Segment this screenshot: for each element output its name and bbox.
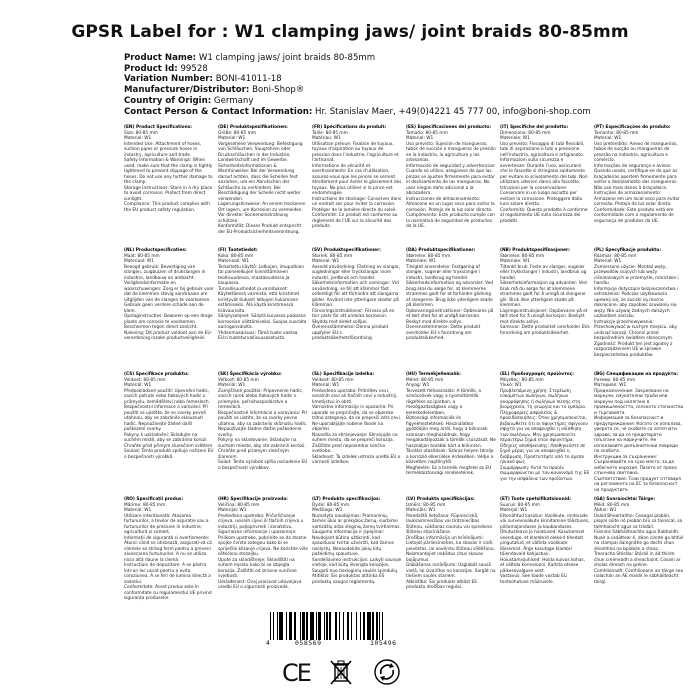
spec-cell-heading: (HR) Specifikacije proizvoda: [218, 497, 288, 502]
spec-cell-body: Veličina: 80-85 mm Materijal: W1 Predviđena upotreba: Pričvršćivanje crijeva, usisnih cijevi ili tlačnih crijeva u industriji, poljoprivredi i zanatstvu. Sigurnosne informacije i upozorenja: Prilikom upotrebe, pobrinite se da stezne spojke čvrsto zategnu kako bi se spriječilo klizanje crijeva. Ne koristite više oštećenu stezaljku. Upute za skladištenje: Skladištiti na suhom mjestu kako bi se izbjegla korozija. Zaštititi od izravne sunčeve svjetlosti. Usklađenost: Ovaj proizvod udovoljava uredbi EU o sigurnosti proizvoda. [218, 502, 308, 590]
spec-cell [406, 125, 496, 243]
spec-row-3 [124, 372, 684, 492]
spec-cell [500, 125, 590, 243]
spec-cell-body: Størrelse: 80-85 mm Materiale: W1 Tilsigtet anvendelse: Fastgøring af slanger, sugerør eller trykslanger i industri, landbrug og handel. Sikkerhedsinformation og advarsler: Ved brug skal du sørge for, at klemmerne strammes godt for at forhindre glidning af slangerne. Brug ikke yderligere skade på klemmen. Opbevaringsinstruktioner: Opbevares på et tørt sted for at undgå korrosion. Beskyt mod direkte sollys. Overensstemmelse: Dette produkt overholder EU's forordning om produktsikkerhed. [406, 253, 494, 341]
spec-cell-heading: (DA) Produktspecifikationer: [406, 248, 476, 253]
spec-cell-body: Размер: 80-85 mm Материал: W1 Предназначение: Закрепване на маркучи, смукателни тръби или маркучи под налягане в промишлеността, селското стопанство и търговията. Информация за безопасност и предупреждения: Когато се използва, уверете се, че скобите са затегнати здраво, за да се предотврати плъзгане на маркучите. Не използвайте допълнителни повреди по скобата. Инструкции за съхранение: Съхранявайте на сухо място, за да избегнете корозия. Пазете от пряка слънчева светлина. Съответствие: Този продукт отговаря на регламента на ЕС за безопасност на продуктите. [594, 377, 684, 493]
info-value: W1 clamping jaws/ joint braids 80-85mm [198, 53, 376, 63]
ce-mark-icon: CE [282, 659, 310, 687]
info-value: BONI-41011-18 [215, 74, 282, 85]
info-row [124, 64, 684, 75]
spec-cell [406, 372, 496, 492]
spec-cell [218, 372, 308, 492]
spec-cell-heading: (PT) Especificações do produto: [594, 125, 671, 130]
info-label: Country of Origin: [124, 95, 212, 106]
page-title: GPSR Label for : W1 clamping jaws/ joint braids 80-85mm [71, 22, 629, 42]
spec-cell-body: Dimensione: 80-85 mm Materiale: W1 Uso previsto: Fissaggio di tubi flessibili, tubi di aspirazione o tubi a pressione nell'industria, agricoltura e artigianato. Informazioni sulla sicurezza e avvertenze: Durante l'uso, assicurarsi che le fascette si stringano saldamente per evitare lo scivolamento dei tubi. Non utilizzare ulteriori danni alla fascetta. Istruzioni per la conservazione: Conservare in un luogo asciutto per evitare la corrosione. Proteggere dalla luce solare diretta. Conformità: Questo prodotto è conforme al regolamento UE sulla sicurezza dei prodotti. [500, 130, 588, 224]
spec-cell-body: Größe: 80-85 mm Material: W1 Vorgesehene Verwendung: Befestigung von Schläuchen, Saugrohren oder Druckschläuchen in der Industrie, Landwirtschaft und im Gewerbe. Sicherheitsinformationen & Warnhinweise: Bei der Verwendung darauf achten, dass die Schellen fest anziehen, um ein Abrutschen der Schläuche zu verhindern. Bei Beschädigung der Schelle nicht weiter verwenden. Lagerungshinweise: An einem trockenen Ort lagern, um Korrosion zu vermeiden. Vor direkter Sonneneinstrahlung schützen. Konformität: Dieses Produkt entspricht der EU-Produktsicherheitsverordnung. [218, 130, 306, 235]
spec-cell-body: Rozmiar: 80-85 mm Materiał: W1 Zamierzone użycie: Montaż węży, przewodów ssących lub węży ciśnieniowych w przemyśle, rolnictwie i handlu. Informacje dotyczące bezpieczeństwa i ostrzeżenia: Podczas użytkowania upewnij się, że zaciski są mocno dokręcone, aby zapobiec zsuwaniu się węży. Nie używaj żadnych dalszych uszkodzeń zacisku. Instrukcje przechowywania: Przechowywać w suchym miejscu, aby uniknąć korozji. Chronić przed bezpośrednim światłem słonecznym. Zgodność: Produkt ten jest zgodny z rozporządzeniem UE w sprawie bezpieczeństwa produktów. [594, 253, 679, 358]
info-label: Variation Number: [124, 74, 213, 85]
barcode-group-1: 058569 [295, 639, 322, 647]
spec-cell [594, 497, 684, 615]
spec-cell-heading: (FR) Spécifications du produit: [312, 125, 387, 130]
spec-cell-body: Suurus: 80-85 mm Materjal: W1 Ettenähtud kasutus: Voolikute, imitorude või survevoolikute kinnitamine tööstuses, põllumajanduses ja kaubanduses. Ohutusteave ja hoiatused: Kasutamisel veenduge, et klambrid oleksid tihedalt pingutatud, et vältida voolikute libisemist. Ärge kasutage klambri täiendavaid kahjustusi. Hoiustamisjuhised: Hoida kuivas kohas, et vältida korrosiooni. Kaitsta otsese päikesevalguse eest. Vastavus: See toode vastab ELi tooteohutuse määrusele. [500, 502, 590, 585]
info-label: Manufacturer/Distributor: [124, 85, 250, 96]
spec-cell-body: Velikost: 80-85 mm Material: W1 Predvidena uporaba: Pritrditev cevi, sesalnih cevi ali tlačnih cevi v industriji, kmetijstvu in obrti. Varnostne informacije in opozorila: Pri uporabi se prepričajte, da se objemke trdno zategnejo, da se prepreči zdrs cevi. Ne uporabljajte nobene škode na objemki. Navodila za shranjevanje: Shranjujte na suhem mestu, da se prepreči korozija. Zaščitite pred neposredno sončno svetlobo. Skladnost: Ta izdelek ustreza uredbi EU o varnosti izdelkov. [312, 377, 402, 465]
spec-cell [218, 248, 308, 368]
spec-cell-body: Dydis: 80-85 mm Medžiaga: W1 Numatyta naudojimas: Pramoninių, žemės ūkio ar prekybos žarnų, siurbimo vamzdžių arba slėginių žarnų tvirtinimas. Saugumo informacija ir įspėjimai: Naudojant būtina užtikrinti, kad spaustuvai tvirtai užveržti, kad žarnos neslystų. Nenaudokite jokių kitų pažeidimų spaustuve. Sandėliavimo instrukcijos: Laikyti sausoje vietoje, kad būtų išvengta korozijos. Saugoti nuo tiesioginių saulės spindulių. Atitiktis: Šis produktas atitinka ES produktų saugos reglamentą. [312, 502, 402, 585]
spec-cell-body: Méid: 80-85 mm Ábhar: W1 Úsáid Bheartaithe: Ceangal píobán, píopaí súite nó píobán brú sa tionscal, sa talmhaíocht agus sa trádáil. Faisnéis Sábháilteachta agus Rabhaidh: Nuair a úsáidtear é, déan cinnte go bhfuil na clampaí daingnithe go docht chun sleamhnú na bpíobán a chosc. Treoracha Stórála: Stóráil in áit thirim chun creimeadh a sheachaint. Cosain ar sholas díreach na gréine. Comhlíonadh: Comhlíonann an táirge seo rialachán an AE maidir le sábháilteacht táirgí. [594, 502, 684, 585]
spec-cell-body: Tamanho: 80-85 mm Material: W1 Uso pretendido: Anexo de mangueiras, tubos de sucção ou mangueiras de pressão na indústria, agricultura e comércio. Informações de segurança e avisos: Quando usado, certifique-se de que as braçadeiras apertem firmemente para evitar o deslizamento das mangueiras. Não use mais danos à braçadeira. Instruções de armazenamento: Armazene em um local seco para evitar corrosão. Proteja da luz solar direta. Conformidade: Este produto está em conformidade com o regulamento de segurança de produtos da UE. [594, 130, 680, 224]
crossed-out-bin-icon [326, 657, 356, 687]
spec-cell [312, 497, 402, 615]
spec-cell-body: Μέγεθος: 80-85 mm Υλικό: W1 Προβλεπόμενη χρήση: Στερέωση εύκαμπτων σωλήνων, σωλήνων αναρρόφησης ή σωλήνων πίεσης στη βιομηχανία, τη γεωργία και το εμπόριο. Πληροφορίες ασφαλείας & προειδοποιήσεις: Όταν χρησιμοποιείται, βεβαιωθείτε ότι οι σφιγκτήρες σφίγγουν σφιχτά για να αποφευχθεί η ολίσθηση των σωλήνων. Μην χρησιμοποιείτε περαιτέρω ζημιά στον σφιγκτήρα. Οδηγίες αποθήκευσης: Αποθηκεύστε σε ξηρό μέρος για να αποφευχθεί η διάβρωση. Προστατέψτε από το άμεσο ηλιακό φως. Συμμόρφωση: Αυτό το προϊόν συμμορφώνεται με τον κανονισμό της ΕΕ για την ασφάλεια των προϊόντων. [500, 377, 590, 482]
info-label: Contact Person & Contact Information: [124, 106, 313, 117]
info-value: Hr. Stanislav Maer, +49(0)4221 45 777 00, info@boni-shop.com [315, 106, 591, 117]
spec-cell-body: Størrelse: 80-85 mm Materiale: W1 Tiltenkt bruk: Feste av slanger, sugerør eller trykkslanger i industri, landbruk og handel. Sikkerhetsinformasjon og advarsler: Ved bruk må du sørge for at klemmene strammes godt for å unngå at slangene glir. Bruk ikke ytterligere skade på klemmen. Lagringsinstruksjoner: Oppbevares på et tørt sted for å unngå korrosjon. Beskytt mot direkte sollys. Samsvar: Dette produktet overholder EUs forordning om produktsikkerhet. [500, 253, 590, 336]
spec-cell-heading: (ES) Especificaciones del producto: [406, 125, 492, 130]
spec-cell [500, 497, 590, 615]
spec-cell-heading: (HU) Termékjellemzők: [406, 372, 461, 377]
barcode-first-digit: 4 [266, 639, 270, 647]
spec-cell-heading: (LT) Produkto specifikacijos: [312, 497, 381, 502]
barcode-bars [270, 612, 430, 640]
info-row [124, 107, 684, 118]
spec-cell [500, 248, 590, 368]
product-info-block [124, 53, 684, 117]
info-row [124, 85, 684, 96]
spec-cell-heading: (SV) Produktspecifikationer: [312, 248, 381, 253]
info-label: Product Id: [124, 63, 178, 74]
info-row [124, 53, 684, 64]
spec-cell-body: Koko: 80-85 mm Materiaali: W1 Tarkoitettu käyttö: Letkujen, imuputkien tai painelelkujen kiinnittämiseen teollisuudessa, maataloudessa ja kaupassa. Turvallisuustiedot ja varoitukset: Käytettäessä varmista, että kiristimet kiristyvät tiukasti letkujen liukumisen estämiseksi. Älä käytä kiristimessä lisävaurioita. Säilytysohjeet: Säilytä kuivassa paikassa korroosion välttämiseksi. Suojaa suoralta auringonvalolta. Yhdenmukaisuus: Tämä tuote vastaa EU:n tuoteturvallisuusasetusta. [218, 253, 307, 341]
spec-cell [124, 125, 214, 243]
spec-cell-body: Maat: 80-85 mm Materiaal: W1 Beoogd gebruik: Bevestiging van slangen, zuigbuizen of drukslangen in industrie, landbouw en ambacht. Veiligheidsinformatie en waarschuwingen: Zorg er bij gebruik voor dat de klemmen stevig aandraaien om uitglijden van de slangen te voorkomen. Gebruik geen verdere schade aan de klem. Opslaginstructies: Bewaren op een droge plaats om corrosie te voorkomen. Beschermen tegen direct zonlicht. Naleving: Dit product voldoet aan de EU-verordening inzake productveiligheid. [124, 253, 214, 341]
spec-cell [124, 497, 214, 615]
spec-cell [312, 248, 402, 368]
spec-cell-body: Storlek: 80-85 mm Material: W1 Avsedd användning: Fästning av slangar, sugledningar eller tryckslangar inom industri, jordbruk och handel. Säkerhetsinformation och varningar: Vid användning, se till att klämmor fäst ordentligt för att förhindra att slangarna glider. Använd inte ytterligare skador på klämman. Förvaringsinstruktioner: Förvara på en torr plats för att undvika korrosion. Skydda mot direkt solljus. Överensstämmelse: Denna produkt uppfyller EU:s produktsäkerhetsförordning. [312, 253, 401, 341]
spec-cell-heading: (NB) Produktspesifikasjoner: [500, 248, 570, 253]
barcode-group-2: 105496 [370, 639, 397, 647]
spec-cell-body: Tamaño: 80-85 mm Material: W1 Uso previsto: Sujeción de mangueras, tubos de succión o mangueras de presión en la industria, la agricultura y las artesanías. Información de seguridad y advertencias: Cuando se utilice, asegúrese de que las pinzas se ajusten firmemente para evitar el deslizamiento de las mangueras. No usar ningún daño adicional a la abrazadera. Instrucciones de almacenamiento: Almacene en un lugar seco para evitar la corrosión. Proteja de la luz solar directa. Cumplimiento: Este producto cumple con la normativa de seguridad de productos de la UE. [406, 130, 496, 229]
spec-cell-heading: (PL) Specyfikacje produktu: [594, 248, 662, 253]
info-value: Boni-Shop® [252, 85, 305, 96]
spec-cell [594, 372, 684, 492]
spec-cell-heading: (RO) Specificații produs: [124, 497, 184, 502]
compliance-icons [282, 657, 422, 689]
spec-cell-body: Izmērs: 80-85 mm Materiāls: W1 Paredzētā lietošana: Rūpnieciskā, lauksaimniecības vai tirdzniecības šļūteņu, sūkšanas cauruļu vai spiediena šļūteņu stiprināšana. Drošības informācija un brīdinājumi: Lietojot pārliecinieties, ka skavas ir cieši pievilktas, lai novērstu šļūteņu slīdēšanu. Neizmantojiet nekādus citus skavas bojājumus. Glabāšanas norādījumi: Uzglabāt sausā vietā, lai izvairītos no korozijas. Sargāt no tiešiem saules stariem. Atbilstība: Šis produkts atbilst ES produktu drošības regulai. [406, 502, 496, 590]
spec-cell-heading: (CS) Specifikace produktu: [124, 372, 189, 377]
spec-cell-heading: (DE) Produktspezifikationen: [218, 125, 288, 130]
spec-cell-body: Velikost: 80-85 mm Materiál: W1 Předpokládané použití: Upevnění hadic, sacích potrubí nebo tlakových hadic v průmyslu, zemědělství nebo řemeslech. Bezpečnostní informace a varování: Při použití se ujistěte, že se svorky pevně utáhnou, aby se zabránilo sklouznutí hadic. Nepoužívejte žádné další poškození svorky. Pokyny k uskladnění: Skladujte na suchém místě, aby se zabránilo korozi. Chraňte před přímým slunečním světlem. Soulad: Tento produkt splňuje nařízení EU o bezpečnosti výrobků. [124, 377, 214, 460]
spec-cell [312, 125, 402, 243]
ean-barcode [266, 612, 430, 648]
spec-cell-heading: (EL) Προδιαγραφές προϊόντος: [500, 372, 574, 377]
spec-cell-body: Veľkosť: 80-85 mm Materiál: W1 Zamýšľané použitie: Pripevnenie hadíc, sacích rúrok alebo tlakových hadíc v priemysle, poľnohospodárstve a remeslách. Bezpečnostné informácie a varovania: Pri použití sa uistite, že sa svorky pevne utiahnu, aby sa zabránilo skĺznutiu hadíc. Nepoužívajte žiadne ďalšie poškodenie svorky. Pokyny na skladovanie: Skladujte na suchom mieste, aby ste zabránili korózii. Chráňte pred priamym slnečným žiarením. Súlad: Tento výrobok spĺňa nariadenie EÚ o bezpečnosti výrobkov. [218, 377, 308, 471]
spec-cell [312, 372, 402, 492]
spec-row-2 [124, 248, 684, 368]
spec-cell [594, 125, 684, 243]
spec-cell-heading: (LV) Produkta specifikācijas: [406, 497, 475, 502]
spec-cell-body: Size: 80-85 mm Material: W1 Intended Use: Attachment of hoses, suction pipes or pressure hoses in industry, agriculture and trade. Safety Information & Warnings: When used, make sure that the clamp is tightly tightened to prevent slippage of the hoses. Do not use any further damage to the clamp. Storage Instructions: Store in a dry place to avoid corrosion. Protect from direct sunlight. Compliance: This product complies with the EU product safety regulation. [124, 130, 213, 213]
spec-cell-heading: (GA) Sonraíochtaí Táirge: [594, 497, 655, 502]
spec-row-4 [124, 497, 684, 615]
info-row [124, 96, 684, 107]
info-value: 99528 [180, 63, 208, 74]
spec-cell-heading: (ET) Toote spetsifikatsioonid: [500, 497, 571, 502]
spec-cell [406, 248, 496, 368]
spec-row-1 [124, 125, 684, 243]
spec-cell-heading: (SL) Specifikacije izdelka: [312, 372, 375, 377]
spec-cell-heading: (NL) Productspecificaties: [124, 248, 187, 253]
recycling-icon [372, 657, 402, 687]
info-value: Germany [213, 95, 254, 106]
spec-cell [124, 248, 214, 368]
spec-cell-body: Méret: 80-85 mm Anyag: W1 Tervezett felhasználás: A tömlők, a szívócsövek vagy a nyomótömlők rögzítése az iparban, a mezőgazdaságban vagy a kereskedelemben. Biztonsági információk és figyelmeztetések: Használatkor győződjön meg arról, hogy a bilincsek szorosan meghúzódnak, hogy megakadályozzák a tömlők csúszását. Ne használjon további kárt a bilincsen. Tárolási utasítások: Száraz helyen tárolja a korrózió elkerülése érdekében. Védje a közvetlen napfénytől. Megfelelés: Ez a termék megfelel az EU termékbiztonsági rendeletének. [406, 377, 496, 476]
spec-cell [218, 125, 308, 243]
spec-cell [500, 372, 590, 492]
spec-cell-heading: (BG) Спецификации на продукта: [594, 372, 678, 377]
spec-cell-body: Taille: 80-85 mm Matériau: W1 Utilisation prévue: Fixation de tuyaux, tuyaux d'aspiration ou tuyaux de pression dans l'industrie, l'agriculture et l'artisanat. Informations de sécurité et avertissements: En cas d'utilisation, assurez-vous que les pinces se serrent étroitement pour éviter le glissement des tuyaux. Ne plus utiliser si la pince est endommagée. Instructions de stockage: Conserver dans un endroit sec pour éviter la corrosion. Protéger de la lumière directe du soleil. Conformité: Ce produit est conforme au règlement de l'UE sur la sécurité des produits. [312, 130, 402, 229]
spec-cell-body: Mărime: 80-85 mm Material: W1 Utilizare intenționată: Atașarea furtunurilor, a țevilor de aspirație sau a furtunurilor de presiune în industrie, agricultură și comerț. Informații de siguranță și avertismente: Atunci când se utilizează, asigurați-vă că clemele se strâng ferm pentru a preveni alunecarea furtunurilor. A nu se utiliza nicio altă daune la clemă. Instrucțiuni de depozitare: A se păstra într-un loc uscat pentru a evita coroziunea. A se feri de lumina directă a soarelui. Conformitate: Acest produs este în conformitate cu regulamentul UE privind siguranța produselor. [124, 502, 212, 601]
spec-cell [406, 497, 496, 615]
spec-cell-heading: (EN) Product Specifications: [124, 125, 192, 130]
spec-cell [124, 372, 214, 492]
info-row [124, 74, 684, 85]
spec-cell [218, 497, 308, 615]
spec-cell-heading: (FI) Tuotetiedot: [218, 248, 258, 253]
spec-cell [594, 248, 684, 368]
info-label: Product Name: [124, 53, 197, 63]
spec-cell-heading: (IT) Specifiche del prodotto: [500, 125, 569, 130]
spec-cell-heading: (SK) Špecifikácia výrobku: [218, 372, 282, 377]
